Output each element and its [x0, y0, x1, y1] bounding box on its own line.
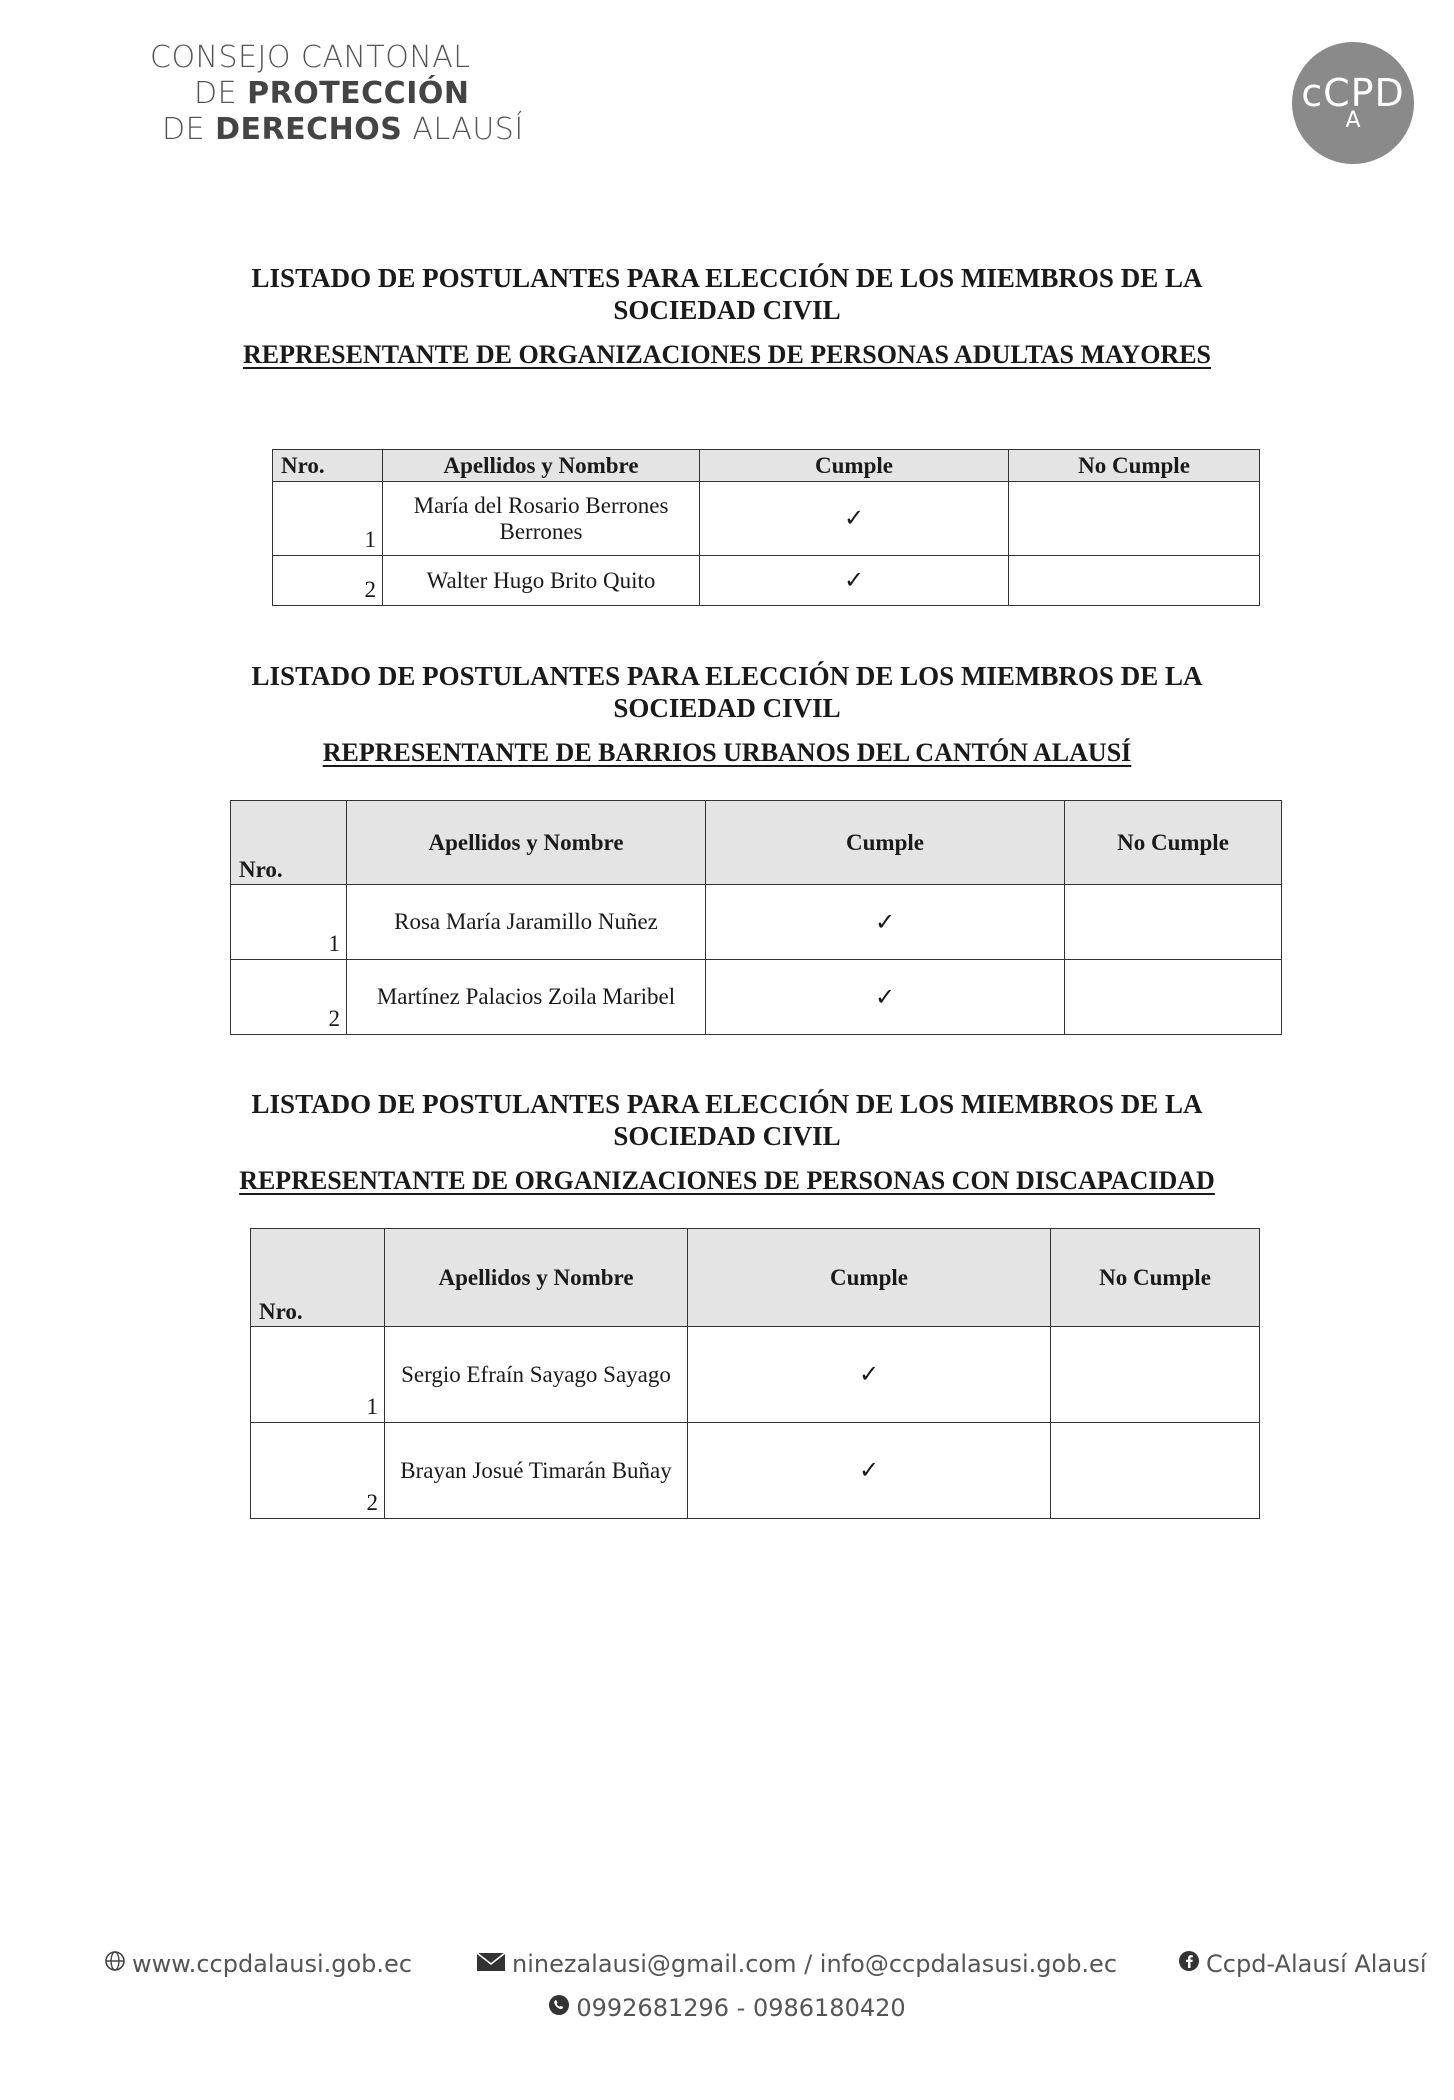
row-name: Brayan Josué Timarán Buñay	[385, 1423, 688, 1519]
organization-name	[150, 40, 524, 148]
org-line-3	[150, 112, 524, 148]
col-name: Apellidos y Nombre	[385, 1229, 688, 1327]
section-subtitle	[0, 340, 1454, 370]
org-line-3-prefix: DE	[162, 112, 206, 147]
col-nro: Nro.	[251, 1229, 385, 1327]
row-cumple-checkmark: ✓	[706, 885, 1065, 960]
section-subtitle-text: REPRESENTANTE DE BARRIOS URBANOS DEL CANTÓN ALAUSÍ	[322, 738, 1132, 767]
globe-icon	[104, 1950, 126, 1978]
section-discapacidad	[0, 1088, 1454, 1196]
col-cumple: Cumple	[706, 801, 1065, 885]
footer-phones	[0, 1994, 1454, 2022]
row-name: Walter Hugo Brito Quito	[383, 556, 700, 606]
section-title-line-1: LISTADO DE POSTULANTES PARA ELECCIÓN DE LOS MIEMBROS DE LA	[251, 263, 1203, 293]
row-no-cumple	[1009, 482, 1260, 556]
candidates-table-2	[230, 800, 1282, 1035]
col-nro: Nro.	[273, 450, 383, 482]
section-title-line-2: SOCIEDAD CIVIL	[613, 295, 841, 325]
col-cumple: Cumple	[688, 1229, 1051, 1327]
col-cumple: Cumple	[700, 450, 1009, 482]
section-title	[0, 660, 1454, 724]
row-no-cumple	[1065, 885, 1282, 960]
section-title-line-1: LISTADO DE POSTULANTES PARA ELECCIÓN DE LOS MIEMBROS DE LA	[251, 661, 1203, 691]
row-cumple-checkmark: ✓	[706, 960, 1065, 1035]
section-title	[0, 1088, 1454, 1152]
col-nro: Nro.	[231, 801, 347, 885]
table-header-row	[273, 450, 1260, 482]
table-header-row	[231, 801, 1282, 885]
org-line-2-bold: PROTECCIÓN	[247, 76, 470, 111]
facebook-text: Ccpd-Alausí Alausí	[1206, 1950, 1427, 1978]
table-row	[273, 556, 1260, 606]
col-name: Apellidos y Nombre	[347, 801, 706, 885]
logo-mark: A	[1345, 108, 1361, 133]
row-name: Martínez Palacios Zoila Maribel	[347, 960, 706, 1035]
row-nro: 2	[231, 960, 347, 1035]
candidates-table-3	[250, 1228, 1260, 1519]
row-cumple-checkmark: ✓	[688, 1327, 1051, 1423]
org-line-3-suffix: ALAUSÍ	[412, 112, 524, 147]
ccpd-logo	[1292, 42, 1414, 164]
footer-contacts	[0, 1950, 1454, 1984]
section-title	[0, 262, 1454, 326]
table-row	[251, 1327, 1260, 1423]
row-nro: 2	[251, 1423, 385, 1519]
website-text: www.ccpdalausi.gob.ec	[132, 1950, 413, 1978]
email-text: ninezalausi@gmail.com / info@ccpdalasusi.gob.ec	[512, 1950, 1118, 1978]
col-no-cumple: No Cumple	[1009, 450, 1260, 482]
section-subtitle-text: REPRESENTANTE DE ORGANIZACIONES DE PERSONAS CON DISCAPACIDAD	[239, 1166, 1215, 1195]
section-title-line-2: SOCIEDAD CIVIL	[613, 1121, 841, 1151]
row-cumple-checkmark: ✓	[688, 1423, 1051, 1519]
table-row	[273, 482, 1260, 556]
table-row	[231, 885, 1282, 960]
row-name: Sergio Efraín Sayago Sayago	[385, 1327, 688, 1423]
section-adultos-mayores	[0, 262, 1454, 370]
row-nro: 2	[273, 556, 383, 606]
facebook-icon	[1178, 1950, 1200, 1978]
row-no-cumple	[1009, 556, 1260, 606]
org-line-2-prefix: DE	[194, 76, 238, 111]
section-title-line-1: LISTADO DE POSTULANTES PARA ELECCIÓN DE LOS MIEMBROS DE LA	[251, 1089, 1203, 1119]
row-no-cumple	[1051, 1423, 1260, 1519]
row-no-cumple	[1065, 960, 1282, 1035]
section-subtitle-text: REPRESENTANTE DE ORGANIZACIONES DE PERSONAS ADULTAS MAYORES	[243, 340, 1211, 369]
col-name: Apellidos y Nombre	[383, 450, 700, 482]
footer-website[interactable]	[104, 1950, 412, 1978]
table-header-row	[251, 1229, 1260, 1327]
row-no-cumple	[1051, 1327, 1260, 1423]
col-no-cumple: No Cumple	[1051, 1229, 1260, 1327]
footer-email[interactable]	[476, 1950, 1117, 1978]
org-line-3-bold: DERECHOS	[215, 112, 403, 147]
section-subtitle	[0, 738, 1454, 768]
envelope-icon	[476, 1950, 506, 1978]
row-name: Rosa María Jaramillo Nuñez	[347, 885, 706, 960]
row-cumple-checkmark: ✓	[700, 482, 1009, 556]
table-row	[231, 960, 1282, 1035]
row-cumple-checkmark: ✓	[700, 556, 1009, 606]
section-barrios-urbanos	[0, 660, 1454, 768]
table-row	[251, 1423, 1260, 1519]
row-nro: 1	[273, 482, 383, 556]
col-no-cumple: No Cumple	[1065, 801, 1282, 885]
logo-text: cCPD	[1301, 71, 1405, 115]
row-nro: 1	[251, 1327, 385, 1423]
footer-facebook[interactable]	[1178, 1950, 1427, 1978]
section-subtitle	[0, 1166, 1454, 1196]
section-title-line-2: SOCIEDAD CIVIL	[613, 693, 841, 723]
whatsapp-icon	[548, 1994, 570, 2022]
phones-text: 0992681296 - 0986180420	[576, 1994, 906, 2022]
row-nro: 1	[231, 885, 347, 960]
footer	[0, 1950, 1454, 2022]
row-name: María del Rosario Berrones Berrones	[383, 482, 700, 556]
org-line-2	[150, 76, 524, 112]
org-line-1: CONSEJO CANTONAL	[150, 40, 471, 75]
candidates-table-1	[272, 449, 1260, 606]
